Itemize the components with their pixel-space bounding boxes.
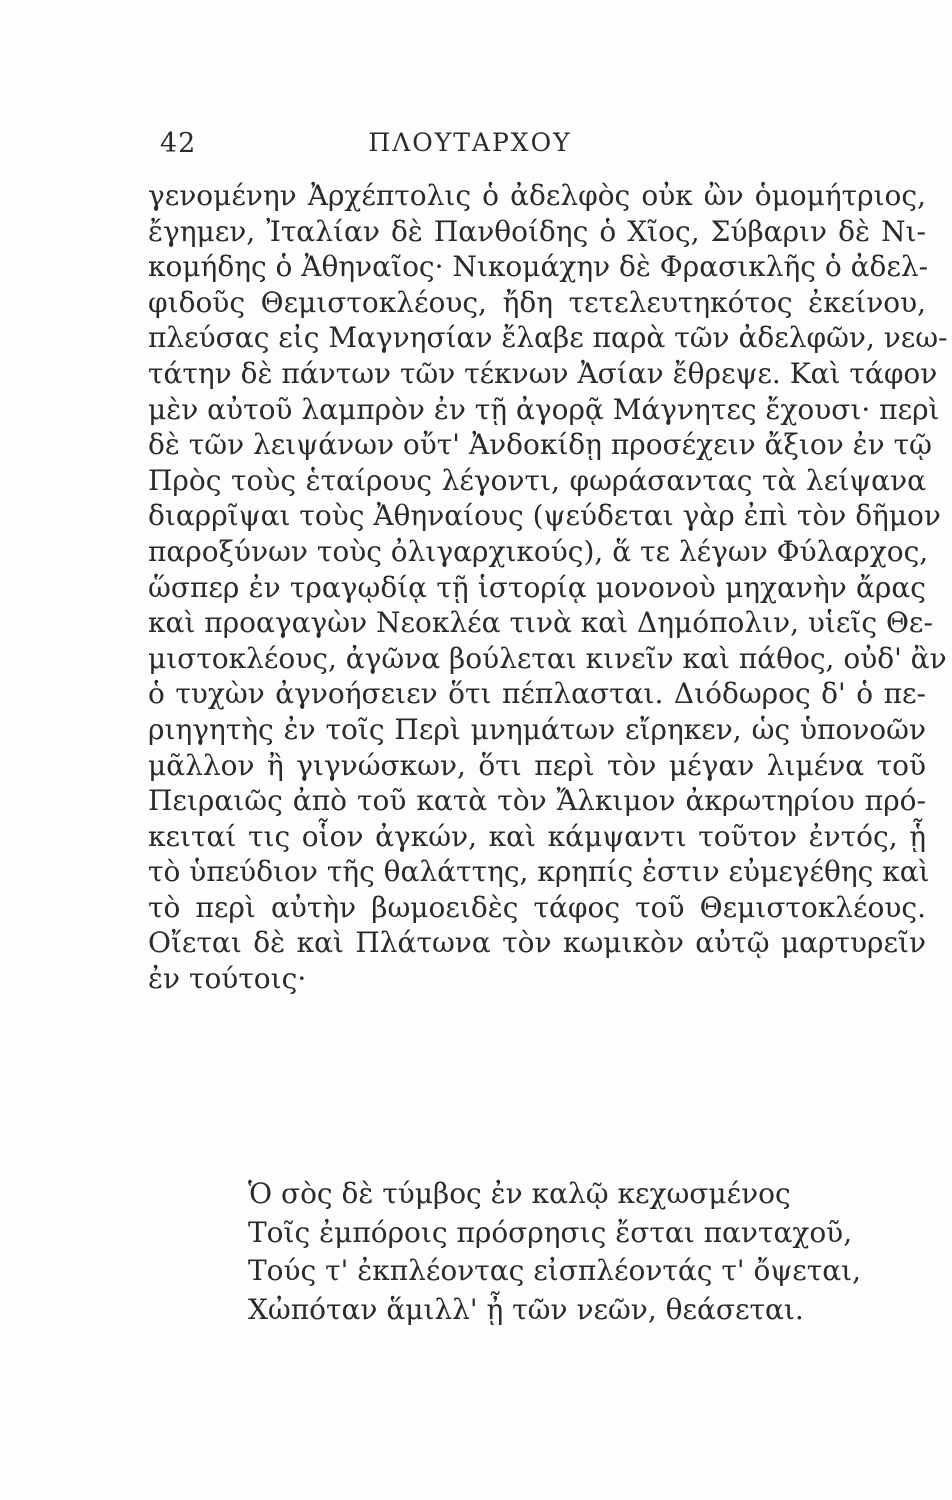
text-line: γενομένην Ἀρχέπτολις ὁ ἀδελφὸς οὐκ ὢν ὁμομήτριος, <box>148 179 926 212</box>
text-line: τὸ περὶ αὐτὴν βωμοειδὲς τάφος τοῦ Θεμιστοκλέους. <box>148 890 926 924</box>
verse-quotation <box>248 1175 898 1329</box>
body-text <box>148 178 948 997</box>
text-line: πλεύσας εἰς Μαγνησίαν ἔλαβε παρὰ τῶν ἀδελφῶν, νεω- <box>148 321 948 355</box>
verse-line: Χὠπόταν ἅμιλλ' ᾖ τῶν νεῶν, θεάσεται. <box>248 1292 804 1326</box>
text-line: τάτην δὲ πάντων τῶν τέκνων Ἀσίαν ἔθρεψε. Καὶ τάφον <box>148 356 938 390</box>
text-line: φιδοῦς Θεμιστοκλέους, ἤδη τετελευτηκότος ἐκείνου, <box>148 285 926 319</box>
text-line: Οἴεται δὲ καὶ Πλάτωνα τὸν κωμικὸν αὐτῷ μαρτυρεῖν <box>148 926 926 960</box>
text-line: καὶ προαγαγὼν Νεοκλέα τινὰ καὶ Δημόπολιν, υἱεῖς Θε- <box>148 606 933 640</box>
text-line: ὁ τυχὼν ἀγνοήσειεν ὅτι πέπλασται. Διόδωρος δ' ὁ πε- <box>148 677 926 711</box>
verse-line: Τοῖς ἐμπόροις πρόσρησις ἔσται πανταχοῦ, <box>248 1215 853 1249</box>
running-title: ΠΛΟΥΤΑΡΧΟΥ <box>368 128 572 157</box>
verse-line: Ὁ σὸς δὲ τύμβος ἐν καλῷ κεχωσμένος <box>248 1177 791 1210</box>
text-line: δὲ τῶν λειψάνων οὔτ' Ἀνδοκίδῃ προσέχειν ἄξιον ἐν τῷ <box>148 428 932 462</box>
text-line: τὸ ὑπεύδιον τῆς θαλάττης, κρηπίς ἐστιν εὐμεγέθης καὶ <box>148 855 930 889</box>
text-line: μᾶλλον ἢ γιγνώσκων, ὅτι περὶ τὸν μέγαν λιμένα τοῦ <box>148 748 926 782</box>
text-line: Πειραιῶς ἀπὸ τοῦ κατὰ τὸν Ἄλκιμον ἀκρωτηρίου πρό- <box>148 784 926 818</box>
text-line: ριηγητὴς ἐν τοῖς Περὶ μνημάτων εἴρηκεν, ὡς ὑπονοῶν <box>148 712 926 746</box>
text-line: κομήδης ὁ Ἀθηναῖος· Νικομάχην δὲ Φρασικλῆς ὁ ἀδελ- <box>148 250 929 284</box>
text-line: ἐν τούτοις· <box>148 962 307 996</box>
text-line: ὥσπερ ἐν τραγῳδίᾳ τῇ ἱστορίᾳ μονονοὺ μηχανὴν ἄρας <box>148 570 926 604</box>
text-line: Πρὸς τοὺς ἑταίρους λέγοντι, φωράσαντας τὰ λείψανα <box>148 463 926 497</box>
text-line: παροξύνων τοὺς ὀλιγαρχικούς), ἅ τε λέγων Φύλαρχος, <box>148 534 929 568</box>
text-line: ἔγημεν, Ἰταλίαν δὲ Πανθοίδης ὁ Χῖος, Σύβαριν δὲ Νι- <box>148 214 926 248</box>
text-line: διαρρῖψαι τοὺς Ἀθηναίους (ψεύδεται γὰρ ἐπὶ τὸν δῆμον <box>148 499 941 533</box>
text-line: μὲν αὐτοῦ λαμπρὸν ἐν τῇ ἀγορᾷ Μάγνητες ἔχουσι· περὶ <box>148 392 940 426</box>
page-header <box>160 128 780 168</box>
verse-line: Τούς τ' ἐκπλέοντας εἰσπλέοντάς τ' ὄψεται, <box>248 1254 862 1287</box>
text-line: μιστοκλέους, ἀγῶνα βούλεται κινεῖν καὶ πάθος, οὐδ' ἂν <box>148 641 947 675</box>
page-number: 42 <box>160 128 197 159</box>
text-line: κειταί τις οἷον ἀγκών, καὶ κάμψαντι τοῦτον ἐντός, ᾗ <box>148 819 926 853</box>
